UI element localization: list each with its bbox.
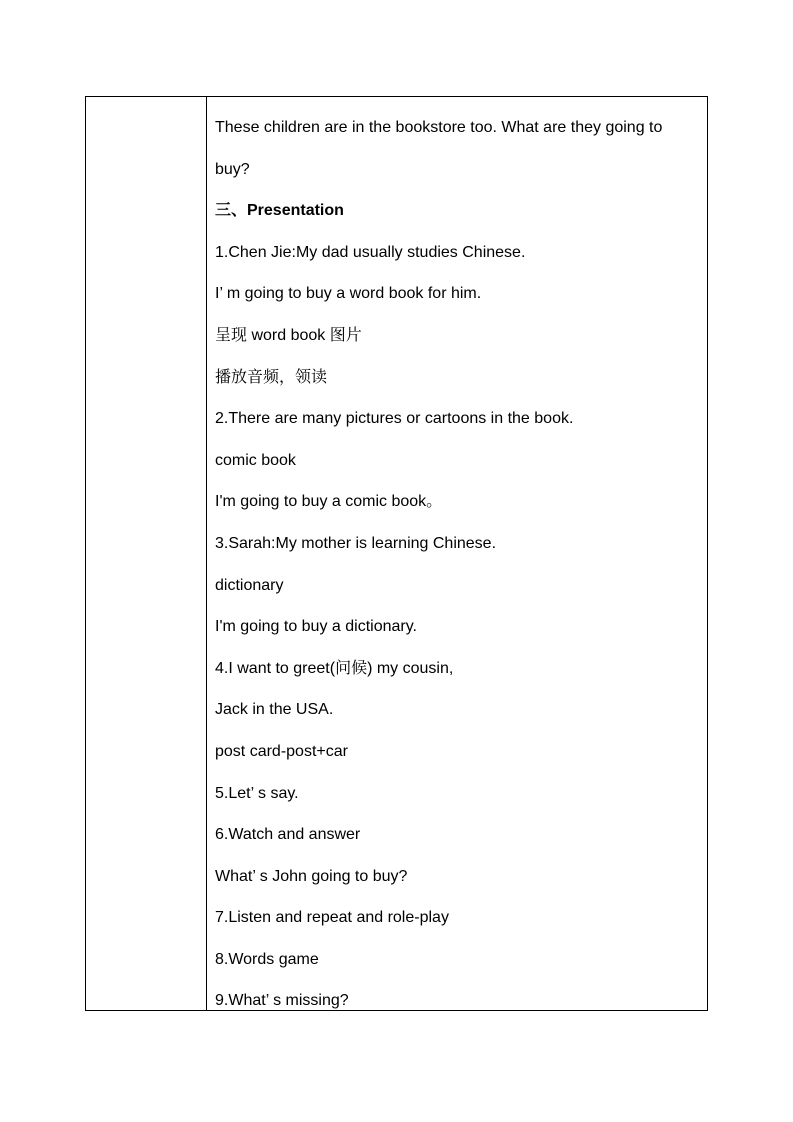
text-line: I'm going to buy a dictionary. (215, 618, 417, 636)
text-line: buy? (215, 160, 250, 178)
text-line: I'm going to buy a comic book。 (215, 493, 443, 511)
text-line: dictionary (215, 576, 284, 594)
text-line: What’ s John going to buy? (215, 867, 408, 885)
lesson-table (85, 96, 708, 1011)
text-line: comic book (215, 451, 296, 469)
text-line: I’ m going to buy a word book for him. (215, 285, 482, 303)
text-line: 8.Words game (215, 950, 319, 968)
text-line: 6.Watch and answer (215, 826, 361, 844)
text-line: 5.Let’ s say. (215, 784, 299, 802)
text-line: post card-post+car (215, 742, 348, 760)
text-line: 4.I want to greet(问候) my cousin, (215, 659, 454, 677)
text-line: 9.What’ s missing? (215, 992, 349, 1010)
text-line: 2.There are many pictures or cartoons in the book. (215, 410, 574, 428)
lesson-content (215, 97, 703, 1022)
section-heading: 三、Presentation (215, 202, 344, 220)
text-line: These children are in the bookstore too. What are they going to (215, 119, 663, 136)
text-line: 1.Chen Jie:My dad usually studies Chinese. (215, 243, 526, 261)
text-line: 播放音频，领读 (215, 368, 328, 386)
text-line: 呈现 word book 图片 (215, 326, 362, 344)
text-line: Jack in the USA. (215, 701, 334, 719)
table-right-column (207, 97, 707, 1010)
table-left-column (86, 97, 207, 1010)
text-line: 3.Sarah:My mother is learning Chinese. (215, 534, 497, 552)
text-line: 7.Listen and repeat and role-play (215, 909, 449, 927)
